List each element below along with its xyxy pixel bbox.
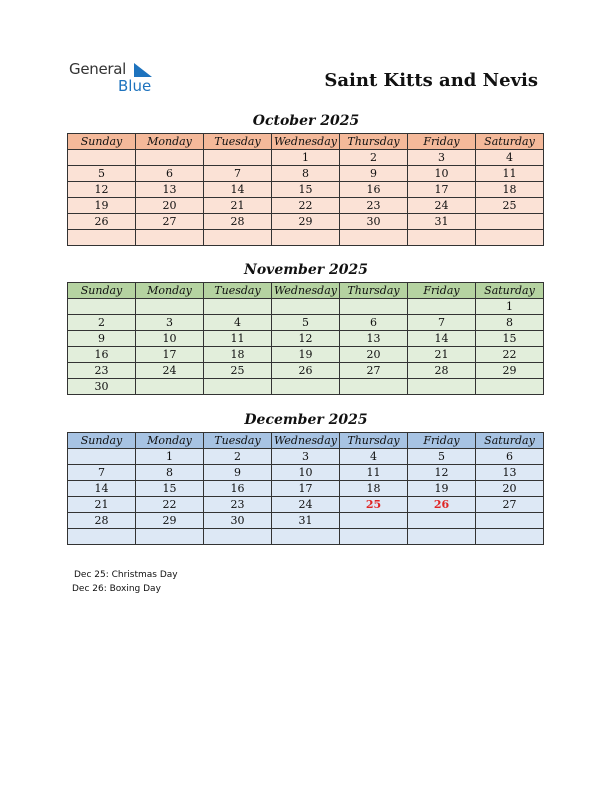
day-cell [204,529,272,545]
day-cell: 14 [408,331,476,347]
day-cell [408,529,476,545]
day-cell: 1 [136,449,204,465]
weekday-header: Friday [408,283,476,299]
day-cell: 2 [340,150,408,166]
weekday-header: Monday [136,134,204,150]
weekday-header: Friday [408,134,476,150]
day-cell: 28 [204,214,272,230]
day-cell: 2 [204,449,272,465]
day-cell [136,230,204,246]
day-cell: 30 [340,214,408,230]
week-row [68,347,544,363]
day-cell [272,379,340,395]
day-cell: 16 [68,347,136,363]
day-cell: 10 [136,331,204,347]
day-cell: 18 [204,347,272,363]
week-row [68,513,544,529]
day-cell: 19 [408,481,476,497]
day-cell: 27 [136,214,204,230]
day-cell: 27 [476,497,544,513]
day-cell [340,379,408,395]
day-cell [136,150,204,166]
day-cell: 22 [272,198,340,214]
weekday-header: Friday [408,433,476,449]
day-cell: 23 [204,497,272,513]
day-cell: 6 [340,315,408,331]
day-cell: 27 [340,363,408,379]
day-cell: 18 [476,182,544,198]
day-cell: 21 [204,198,272,214]
week-row [68,449,544,465]
day-cell [272,230,340,246]
day-cell [136,529,204,545]
day-cell: 11 [476,166,544,182]
month-title-november: November 2025 [244,262,368,278]
logo-text-blue: Blue [118,77,152,95]
day-cell: 17 [408,182,476,198]
logo-triangle-icon [134,63,152,77]
day-cell: 17 [136,347,204,363]
day-cell: 13 [476,465,544,481]
day-cell: 25 [340,497,408,513]
day-cell [272,529,340,545]
weekday-header: Wednesday [272,283,340,299]
day-cell [340,230,408,246]
day-cell: 8 [136,465,204,481]
week-row [68,214,544,230]
day-cell: 21 [68,497,136,513]
day-cell [476,379,544,395]
day-cell: 20 [476,481,544,497]
calendar-december [67,432,544,545]
day-cell [68,299,136,315]
week-row [68,465,544,481]
day-cell: 24 [136,363,204,379]
calendar-october [67,133,544,246]
calendar-november [67,282,544,395]
day-cell: 2 [68,315,136,331]
day-cell [408,230,476,246]
day-cell: 5 [68,166,136,182]
holiday-notes [74,568,178,596]
day-cell [68,529,136,545]
day-cell: 3 [408,150,476,166]
day-cell: 26 [408,497,476,513]
day-cell: 15 [476,331,544,347]
day-cell: 5 [408,449,476,465]
day-cell: 24 [408,198,476,214]
day-cell [136,299,204,315]
day-cell: 25 [476,198,544,214]
day-cell: 7 [204,166,272,182]
day-cell: 1 [476,299,544,315]
week-row [68,198,544,214]
day-cell: 21 [408,347,476,363]
country-title: Saint Kitts and Nevis [324,70,538,91]
day-cell: 11 [204,331,272,347]
day-cell: 9 [204,465,272,481]
day-cell [204,230,272,246]
day-cell [272,299,340,315]
weekday-header-row [68,283,544,299]
week-row [68,529,544,545]
day-cell [476,529,544,545]
day-cell: 3 [272,449,340,465]
day-cell: 20 [136,198,204,214]
day-cell: 4 [340,449,408,465]
day-cell: 16 [340,182,408,198]
weekday-header: Sunday [68,134,136,150]
week-row [68,363,544,379]
day-cell: 25 [204,363,272,379]
day-cell: 11 [340,465,408,481]
week-row [68,230,544,246]
day-cell [68,150,136,166]
weekday-header: Sunday [68,283,136,299]
day-cell: 3 [136,315,204,331]
day-cell: 12 [408,465,476,481]
month-title-october: October 2025 [252,113,360,129]
day-cell: 28 [408,363,476,379]
weekday-header: Saturday [476,283,544,299]
day-cell: 5 [272,315,340,331]
day-cell: 1 [272,150,340,166]
day-cell: 19 [272,347,340,363]
day-cell: 17 [272,481,340,497]
holiday-note: Dec 26: Boxing Day [72,584,161,594]
day-cell: 23 [68,363,136,379]
day-cell: 10 [272,465,340,481]
day-cell [408,513,476,529]
week-row [68,379,544,395]
day-cell [68,230,136,246]
day-cell: 28 [68,513,136,529]
day-cell: 29 [272,214,340,230]
day-cell: 30 [68,379,136,395]
day-cell [136,379,204,395]
weekday-header-row [68,134,544,150]
day-cell [340,299,408,315]
day-cell: 22 [136,497,204,513]
weekday-header: Saturday [476,134,544,150]
weekday-header: Tuesday [204,134,272,150]
day-cell: 24 [272,497,340,513]
day-cell: 18 [340,481,408,497]
week-row [68,331,544,347]
day-cell: 9 [68,331,136,347]
day-cell: 6 [476,449,544,465]
day-cell: 19 [68,198,136,214]
week-row [68,150,544,166]
day-cell: 16 [204,481,272,497]
weekday-header: Monday [136,283,204,299]
weekday-header: Saturday [476,433,544,449]
day-cell: 8 [476,315,544,331]
day-cell: 4 [476,150,544,166]
day-cell [204,150,272,166]
logo-text-general: General [69,60,127,78]
week-row [68,166,544,182]
day-cell: 12 [272,331,340,347]
weekday-header: Wednesday [272,433,340,449]
day-cell [340,529,408,545]
day-cell: 14 [68,481,136,497]
day-cell: 6 [136,166,204,182]
weekday-header-row [68,433,544,449]
weekday-header: Thursday [340,283,408,299]
day-cell: 22 [476,347,544,363]
weekday-header: Monday [136,433,204,449]
day-cell: 13 [340,331,408,347]
day-cell: 4 [204,315,272,331]
week-row [68,497,544,513]
day-cell: 15 [136,481,204,497]
week-row [68,182,544,198]
day-cell: 15 [272,182,340,198]
day-cell [340,513,408,529]
day-cell: 7 [408,315,476,331]
day-cell: 31 [272,513,340,529]
day-cell [408,379,476,395]
month-title-december: December 2025 [244,412,368,428]
day-cell: 23 [340,198,408,214]
weekday-header: Sunday [68,433,136,449]
day-cell: 9 [340,166,408,182]
day-cell [476,230,544,246]
day-cell [204,379,272,395]
day-cell [476,214,544,230]
day-cell: 20 [340,347,408,363]
day-cell: 31 [408,214,476,230]
day-cell: 8 [272,166,340,182]
day-cell [476,513,544,529]
weekday-header: Thursday [340,134,408,150]
day-cell [408,299,476,315]
day-cell: 7 [68,465,136,481]
day-cell: 29 [476,363,544,379]
day-cell: 10 [408,166,476,182]
weekday-header: Thursday [340,433,408,449]
week-row [68,315,544,331]
holiday-note: Dec 25: Christmas Day [74,570,178,580]
weekday-header: Wednesday [272,134,340,150]
week-row [68,299,544,315]
day-cell: 29 [136,513,204,529]
day-cell: 13 [136,182,204,198]
day-cell: 30 [204,513,272,529]
weekday-header: Tuesday [204,433,272,449]
day-cell: 14 [204,182,272,198]
week-row [68,481,544,497]
day-cell: 26 [68,214,136,230]
day-cell: 26 [272,363,340,379]
logo [69,60,152,95]
day-cell: 12 [68,182,136,198]
weekday-header: Tuesday [204,283,272,299]
day-cell [68,449,136,465]
day-cell [204,299,272,315]
